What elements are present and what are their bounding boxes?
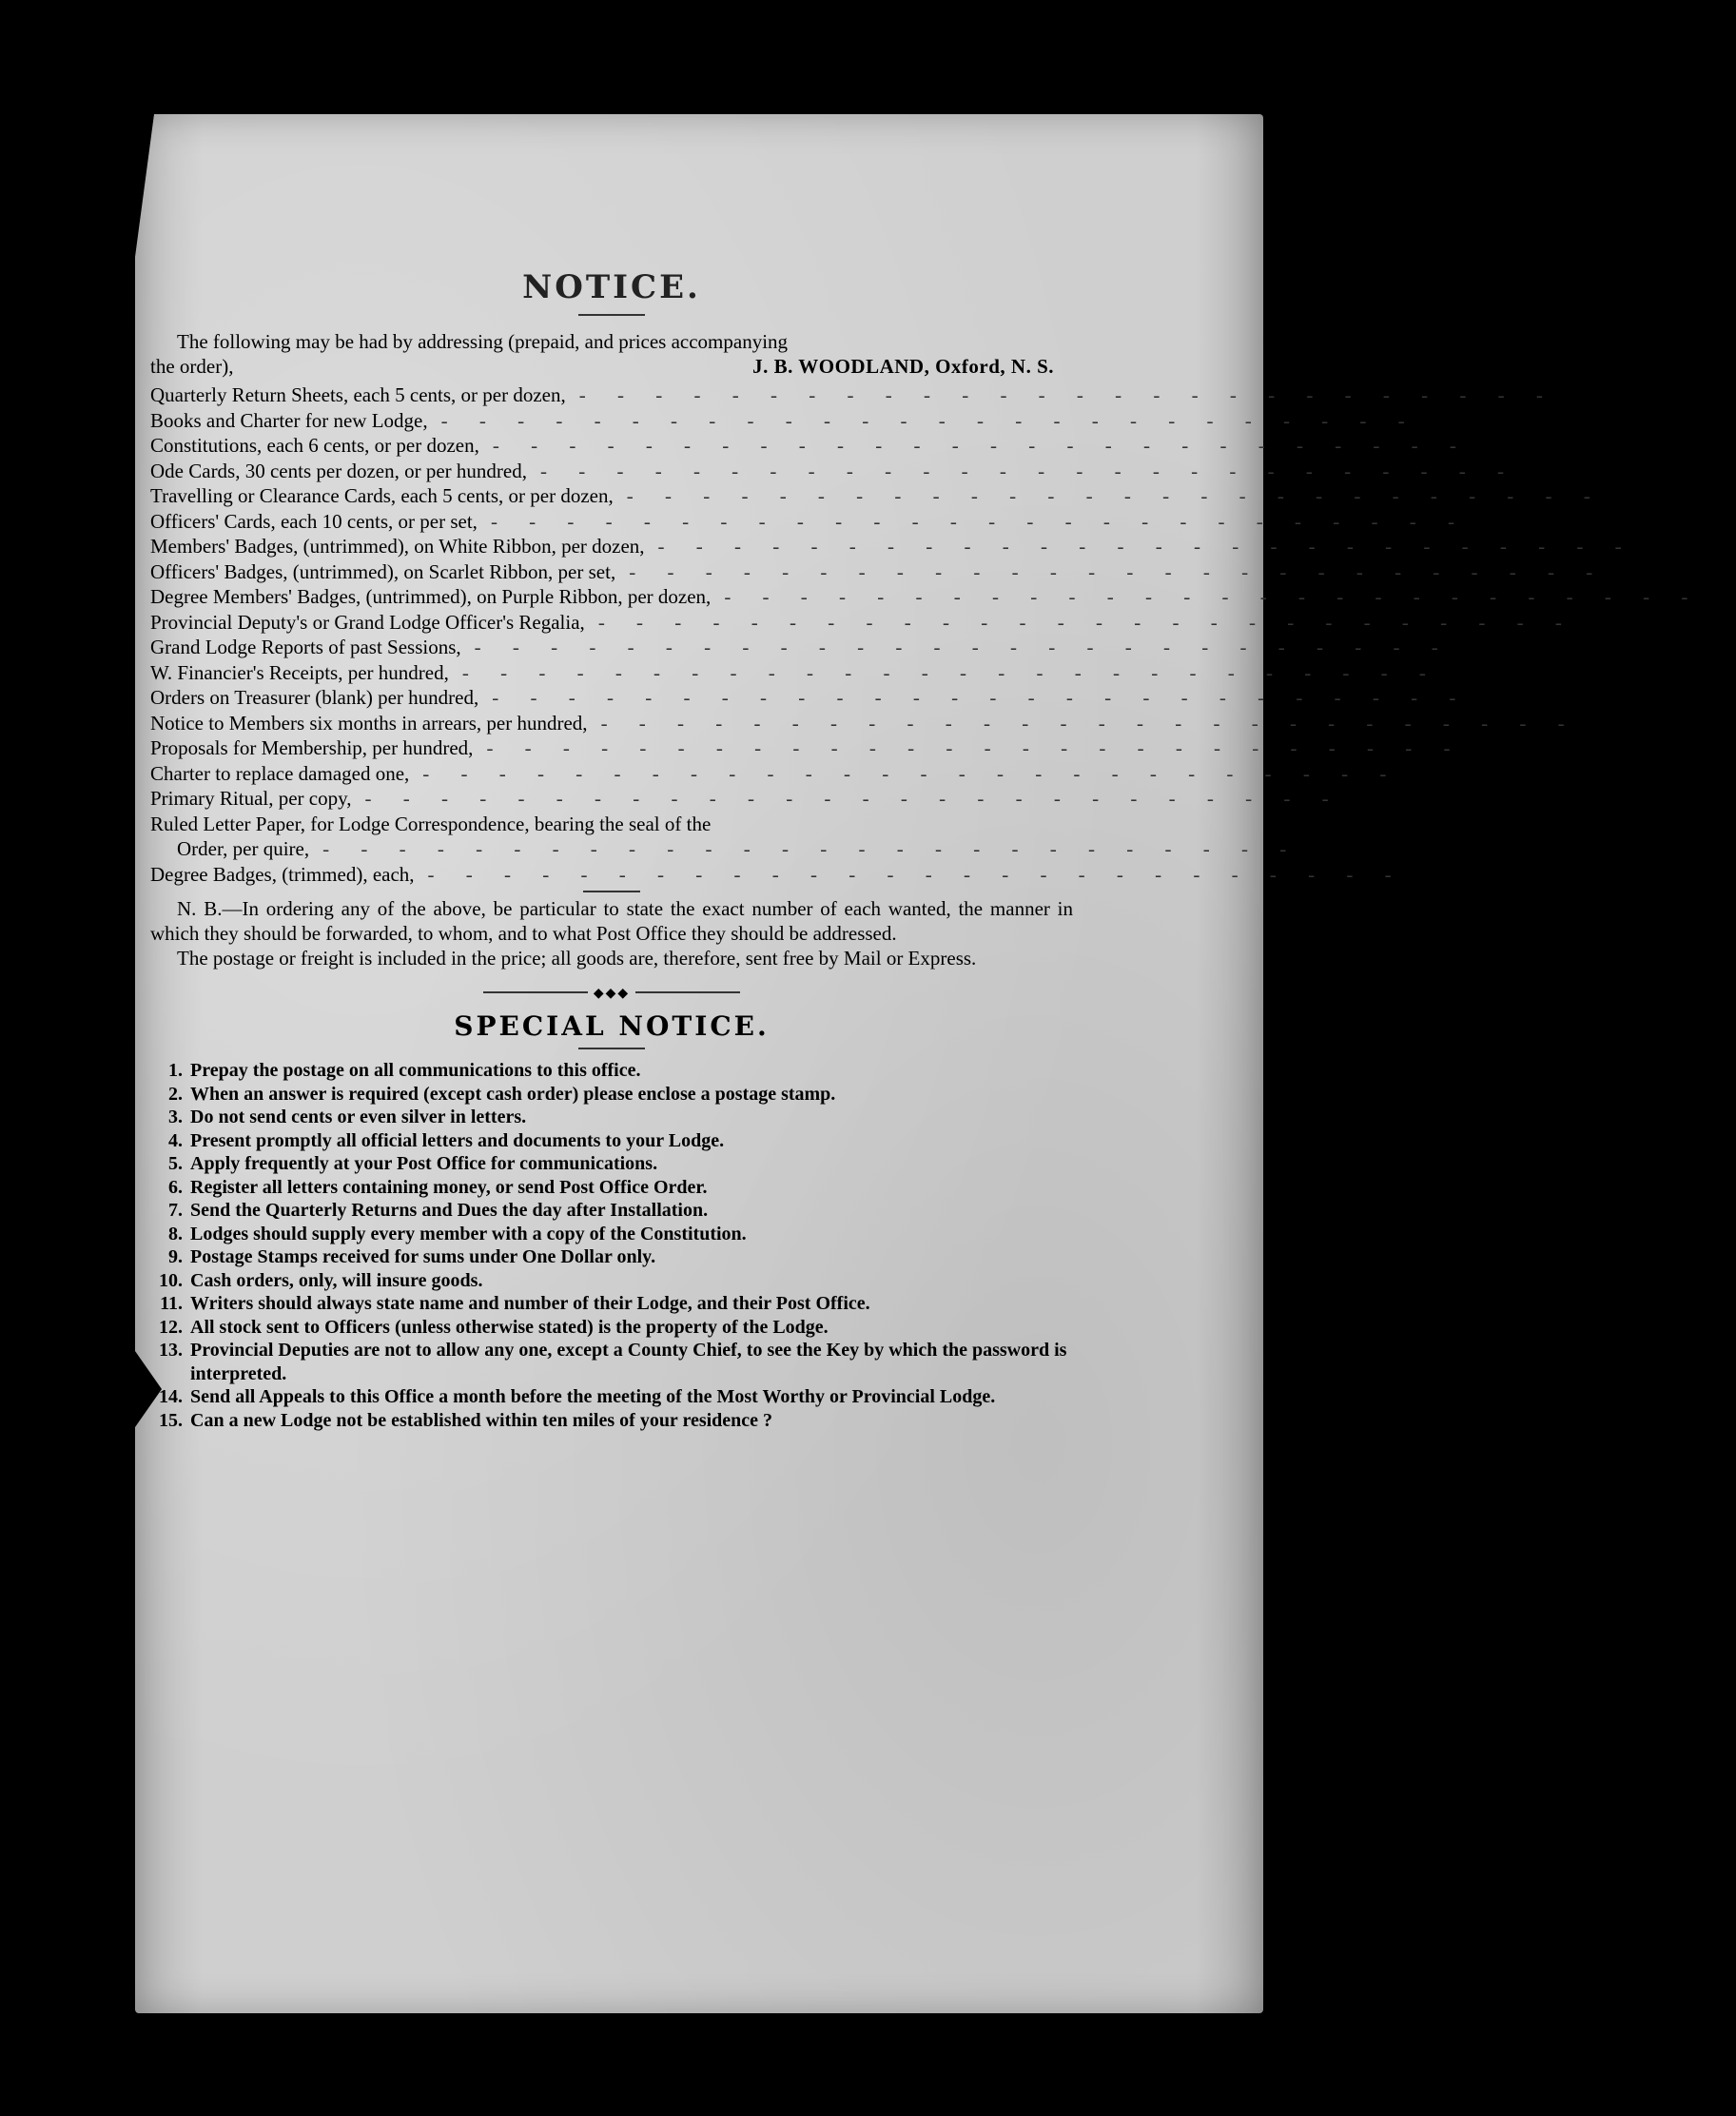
price-row [150, 660, 1474, 686]
item-number: 15. [159, 1409, 183, 1431]
notice-title: NOTICE. [522, 268, 701, 306]
price-value: 8.00 [1417, 408, 1453, 432]
item-text: When an answer is required (except cash order) please enclose a postage stamp. [190, 1083, 836, 1105]
leader-dots: - - - - - - - - - - - - - - - - - - - - - - - - - - [461, 660, 1439, 684]
leader-dots: - - - - - - - - - - - - - - - - - - - - - - - - - - [626, 484, 1604, 507]
item-text: Lodges should supply every member with a copy of the Constitution. [190, 1223, 747, 1244]
price-list [150, 382, 1736, 812]
leader-dots: - - - - - - - - - - - - - - - - - - - - - - - - - - [364, 787, 1342, 810]
special-notice-item [150, 1129, 1073, 1153]
price-value: 0.50 [1577, 711, 1613, 735]
item-number: 10. [159, 1269, 183, 1291]
item-number: 3. [168, 1107, 183, 1127]
special-notice-item [150, 1059, 1073, 1083]
price-row [150, 408, 1453, 434]
special-notice-title: SPECIAL NOTICE. [454, 1010, 770, 1042]
leader-dots: - - - - - - - - - - - - - - - - - - - - - - - - - - [474, 636, 1452, 658]
price-value: 0.12½ [1451, 636, 1502, 658]
price-item-label: Quarterly Return Sheets, each 5 cents, or per dozen, [150, 383, 566, 406]
item-number: 11. [160, 1293, 183, 1314]
leader-dots: - - - - - - - - - - - - - - - - - - - - - - - - - - [492, 434, 1470, 457]
price-item-label: Proposals for Membership, per hundred, [150, 736, 474, 759]
item-text: Provincial Deputies are not to allow any one, except a County Chief, to see the Key by which the password is interpreted. [190, 1340, 1067, 1384]
price-item-label: Officers' Badges, (untrimmed), on Scarlet Ribbon, per set, [150, 559, 616, 583]
price-item-label: Grand Lodge Reports of past Sessions, [150, 636, 461, 658]
special-notice-item [150, 1106, 1073, 1129]
price-value: 0.40 [1404, 862, 1440, 886]
price-row [150, 534, 1670, 559]
item-number: 12. [159, 1316, 183, 1338]
intro-continuation: the order), [150, 355, 234, 378]
price-value: 0.50 [1603, 484, 1639, 507]
price-value: 0.50 [1299, 837, 1335, 860]
item-number: 13. [159, 1340, 183, 1361]
price-row-ruled-paper-cont [150, 836, 1335, 862]
leader-dots: - - - - - - - - - - - - - - - - - - - - - - - - - - [597, 610, 1575, 634]
price-row [150, 559, 1642, 585]
price-item-label: Orders on Treasurer (blank) per hundred, [150, 686, 479, 709]
item-text: Postage Stamps received for sums under One Dollar only. [190, 1246, 656, 1267]
price-item-label: Notice to Members six months in arrears, per hundred, [150, 711, 588, 735]
item-number: 2. [168, 1083, 183, 1105]
item-text: Do not send cents or even silver in letters. [190, 1107, 527, 1127]
price-value: 0.50 [1463, 736, 1499, 759]
price-row [150, 635, 1502, 660]
item-text: Register all letters containing money, or send Post Office Order. [190, 1176, 708, 1198]
price-row [150, 786, 1377, 812]
price-value: 1.80 [1701, 585, 1736, 608]
special-notice-item [150, 1223, 1073, 1246]
leader-dots: - - - - - - - - - - - - - - - - - - - - - - - - - - [440, 408, 1418, 432]
intro-address-line [150, 354, 1073, 379]
special-notice-item [150, 1083, 1073, 1107]
postage-paragraph: The postage or freight is included in the price; all goods are, therefore, sent free by Mail or Express. [177, 947, 977, 970]
price-item-label: Members' Badges, (untrimmed), on White Ribbon, per dozen, [150, 535, 645, 558]
item-number: 6. [168, 1176, 183, 1198]
special-notice-item [150, 1152, 1073, 1176]
leader-dots: - - - - - - - - - - - - - - - - - - - - - - - - - - [427, 862, 1405, 886]
price-row-degree-badges [150, 862, 1440, 888]
ornament-divider [483, 986, 740, 999]
price-value: 1.00 [1634, 535, 1670, 558]
item-text: Prepay the postage on all communications to this office. [190, 1060, 641, 1081]
item-text: Can a new Lodge not be established within ten miles of your residence ? [190, 1409, 773, 1431]
special-notice-item [150, 1245, 1073, 1269]
special-notice-item [150, 1269, 1073, 1293]
leader-dots: - - - - - - - - - - - - - - - - - - - - - - - - - - [422, 761, 1400, 785]
price-value: 5.00 [1574, 610, 1610, 634]
price-item-label: Ode Cards, 30 cents per dozen, or per hundred, [150, 459, 527, 482]
item-number: 4. [168, 1129, 183, 1151]
price-item-label: Officers' Cards, each 10 cents, or per set, [150, 509, 478, 533]
item-text: Send the Quarterly Returns and Dues the day after Installation. [190, 1200, 709, 1221]
item-number: 8. [168, 1223, 183, 1244]
price-value: $0.50 [1555, 383, 1602, 406]
price-row [150, 761, 1435, 787]
special-notice-item [150, 1176, 1073, 1200]
price-row [150, 735, 1499, 761]
leader-dots: - - - - - - - - - - - - - - - - - - - - - - - - - - [322, 837, 1300, 860]
price-item-label: Degree Members' Badges, (untrimmed), on Purple Ribbon, per dozen, [150, 585, 712, 608]
leader-dots: - - - - - - - - - - - - - - - - - - - - - - - - - - [600, 711, 1578, 735]
item-text: Present promptly all official letters and documents to your Lodge. [190, 1129, 725, 1151]
price-value: 2.50 [1517, 459, 1552, 482]
price-row [150, 459, 1552, 484]
price-value: 0.50 [1469, 686, 1505, 709]
nb-paragraph: N. B.—In ordering any of the above, be particular to state the exact number of each wanted, the manner in which they should be forwarded, to whom, and to what Post Office they should be addressed. [150, 897, 1073, 945]
leader-dots: - - - - - - - - - - - - - - - - - - - - - - - - - - [486, 736, 1464, 759]
price-row [150, 610, 1610, 636]
price-row [150, 685, 1505, 711]
price-item-label: Books and Charter for new Lodge, [150, 408, 428, 432]
torn-corner [135, 114, 154, 257]
leader-dots: - - - - - - - - - - - - - - - - - - - - - - - - - - [578, 383, 1556, 406]
price-value: 0.25 [1341, 787, 1377, 810]
subtitle-rule [578, 1048, 645, 1049]
item-text: All stock sent to Officers (unless otherwise stated) is the property of the Lodge. [190, 1316, 829, 1338]
leader-dots: - - - - - - - - - - - - - - - - - - - - - - - - - - [492, 686, 1470, 709]
price-value: 2.00 [1606, 559, 1642, 583]
price-row [150, 483, 1639, 509]
supplier-address: J. B. WOODLAND, Oxford, N. S. [752, 355, 1054, 378]
price-item-label: Degree Badges, (trimmed), each, [150, 862, 415, 886]
section-rule [583, 891, 640, 892]
special-notice-item [150, 1339, 1073, 1385]
price-item-label: Provincial Deputy's or Grand Lodge Officer's Regalia, [150, 610, 585, 634]
price-item-label: Charter to replace damaged one, [150, 761, 410, 785]
price-item-label: Primary Ritual, per copy, [150, 787, 352, 810]
special-notice-item [150, 1409, 1073, 1433]
price-row [150, 509, 1503, 535]
item-text: Cash orders, only, will insure goods. [190, 1269, 483, 1291]
price-item-label: Order, per quire, [177, 837, 310, 860]
price-value: 0.30 [1438, 660, 1474, 684]
price-value: 0.60 [1469, 434, 1505, 457]
price-value: 1.00 [1399, 761, 1435, 785]
item-text: Apply frequently at your Post Office for communications. [190, 1153, 658, 1174]
special-notice-item [150, 1292, 1073, 1316]
ornament-icon: ◆◆◆ [593, 986, 631, 1001]
price-row [150, 433, 1505, 459]
item-number: 14. [159, 1386, 183, 1407]
leader-dots: - - - - - - - - - - - - - - - - - - - - - - - - - - [724, 585, 1702, 608]
price-item-label: Constitutions, each 6 cents, or per dozen, [150, 434, 479, 457]
item-text: Writers should always state name and number of their Lodge, and their Post Office. [190, 1293, 870, 1314]
price-row [150, 711, 1613, 736]
item-number: 7. [168, 1200, 183, 1221]
price-value: 0.25 [1468, 509, 1503, 533]
price-row [150, 382, 1602, 408]
item-text: Send all Appeals to this Office a month before the meeting of the Most Worthy or Provincial Lodge. [190, 1386, 996, 1407]
document-content [150, 268, 1736, 1432]
price-item-label: W. Financier's Receipts, per hundred, [150, 660, 449, 684]
special-notice-list [150, 1059, 1073, 1432]
leader-dots: - - - - - - - - - - - - - - - - - - - - - - - - - - [490, 509, 1469, 533]
item-number: 9. [168, 1246, 183, 1267]
price-row [150, 584, 1736, 610]
leader-dots: - - - - - - - - - - - - - - - - - - - - - - - - - - [657, 535, 1635, 558]
special-notice-item [150, 1199, 1073, 1223]
price-row-ruled-paper [150, 812, 1073, 837]
item-number: 1. [168, 1060, 183, 1081]
special-notice-item [150, 1385, 1073, 1409]
special-notice-item [150, 1316, 1073, 1340]
leader-dots: - - - - - - - - - - - - - - - - - - - - - - - - - - [629, 559, 1607, 583]
item-number: 5. [168, 1153, 183, 1174]
price-item-label: Ruled Letter Paper, for Lodge Correspondence, bearing the seal of the [150, 812, 712, 835]
notice-intro: The following may be had by addressing (prepaid, and prices accompanying [177, 330, 789, 353]
leader-dots: - - - - - - - - - - - - - - - - - - - - - - - - - - [539, 459, 1518, 482]
title-rule [578, 314, 645, 316]
price-item-label: Travelling or Clearance Cards, each 5 cents, or per dozen, [150, 484, 614, 507]
